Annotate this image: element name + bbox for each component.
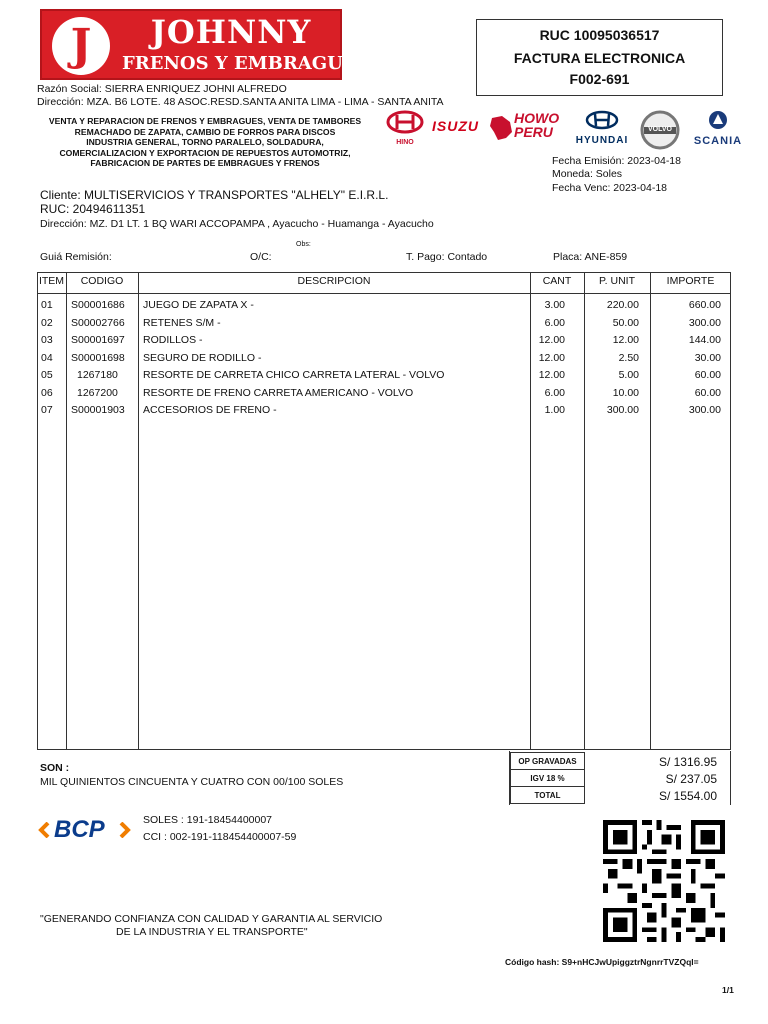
importe-cell: 300.00 [688, 316, 721, 329]
table-row [37, 369, 731, 387]
punit-cell: 220.00 [606, 299, 639, 311]
fecha-vencimiento: Fecha Venc: 2023-04-18 [552, 182, 667, 194]
placa: Placa: ANE-859 [553, 251, 628, 263]
importe-cell: 300.00 [688, 404, 721, 416]
isuzu-logo: ISUZU [432, 118, 479, 134]
total-value: S/ 1554.00 [658, 789, 717, 803]
company-logo [40, 9, 370, 80]
page-number: 1/1 [722, 985, 734, 995]
importe-cell: 660.00 [688, 299, 721, 311]
hino-logo [382, 110, 428, 146]
importe-cell: 144.00 [688, 334, 721, 346]
punit-cell: 10.00 [612, 386, 639, 399]
item-cell: 04 [41, 351, 53, 364]
table-row [37, 299, 731, 317]
descripcion-cell: SEGURO DE RODILLO - [143, 351, 262, 364]
punit-cell: 300.00 [606, 404, 639, 416]
hyundai-logo [572, 110, 632, 146]
cant-cell: 6.00 [544, 386, 565, 399]
company-address: Dirección: MZA. B6 LOTE. 48 ASOC.RESD.SANTA ANITA LIMA - LIMA - SANTA ANITA [37, 96, 444, 108]
scania-logo [686, 110, 750, 146]
item-cell: 01 [41, 299, 53, 311]
cant-cell: 12.00 [538, 351, 565, 364]
slogan-line-2: DE LA INDUSTRIA Y EL TRANSPORTE" [116, 926, 308, 938]
header-cant: CANT [542, 275, 572, 287]
header-importe: IMPORTE [666, 275, 715, 287]
account-cci: CCI : 002-191-118454400007-59 [143, 831, 297, 843]
table-row [37, 404, 731, 422]
igv-label: IGV 18 % [510, 769, 585, 787]
services-description [30, 116, 380, 169]
cant-cell: 6.00 [544, 316, 565, 329]
descripcion-cell: RESORTE DE CARRETA CHICO CARRETA LATERAL - VOLVO [143, 369, 445, 381]
igv-value: S/ 237.05 [665, 772, 717, 786]
importe-cell: 60.00 [694, 369, 721, 381]
logo-letter: J [70, 20, 92, 71]
ruc-number: RUC 10095036517 [539, 27, 660, 43]
descripcion-cell: RODILLOS - [143, 334, 203, 346]
bcp-label: BCP [54, 816, 105, 843]
howo-peru-logo [488, 110, 568, 144]
orden-compra: O/C: [250, 251, 272, 263]
item-cell: 05 [41, 369, 53, 381]
document-type: FACTURA ELECTRONICA [513, 50, 686, 66]
codigo-cell: S00001686 [71, 299, 125, 311]
invoice-number: F002-691 [569, 71, 630, 87]
table-header-divider [37, 293, 731, 294]
header-punit: P. UNIT [599, 275, 635, 287]
tipo-pago: T. Pago: Contado [406, 251, 488, 263]
service-line: REMACHADO DE ZAPATA, CAMBIO DE FORROS PARA DISCOS [74, 126, 336, 137]
cant-cell: 1.00 [544, 404, 565, 416]
volvo-label: VOLVO [648, 126, 672, 133]
logo-subtitle: FRENOS Y EMBRAGUES [122, 53, 370, 74]
hash-code: Código hash: S9+nHCJwUpiggztrNgnrrTVZQql= [505, 957, 699, 967]
logo-name: JOHNNY [150, 13, 312, 51]
cant-cell: 12.00 [538, 334, 565, 346]
client-address: Dirección: MZ. D1 LT. 1 BQ WARI ACCOPAMPA , Ayacucho - Huamanga - Ayacucho [40, 218, 434, 230]
codigo-cell: S00001697 [71, 334, 125, 346]
header-item: ITEM [38, 275, 65, 287]
razon-social: Razón Social: SIERRA ENRIQUEZ JOHNI ALFREDO [37, 83, 287, 95]
codigo-cell: 1267180 [77, 369, 118, 381]
slogan-line-1: "GENERANDO CONFIANZA CON CALIDAD Y GARANTIA AL SERVICIO [40, 913, 383, 925]
cant-cell: 3.00 [544, 299, 565, 311]
importe-cell: 60.00 [694, 386, 721, 399]
hyundai-emblem-icon [585, 110, 619, 130]
service-line: FABRICACION DE PARTES DE EMBRAGUES Y FRENOS [90, 158, 320, 169]
punit-cell: 2.50 [618, 351, 639, 364]
descripcion-cell: JUEGO DE ZAPATA X - [143, 299, 254, 311]
descripcion-cell: ACCESORIOS DE FRENO - [143, 404, 277, 416]
service-line: INDUSTRIA GENERAL, TORNO PARALELO, SOLDADURA, [86, 137, 324, 148]
cant-cell: 12.00 [538, 369, 565, 381]
service-line: COMERCIALIZACION Y EXPORTACION DE REPUESTOS AUTOMOTRIZ, [59, 147, 351, 158]
hino-label: HINO [396, 139, 414, 146]
hyundai-label: HYUNDAI [575, 135, 629, 146]
bcp-chevron-icon [116, 822, 132, 838]
son-label: SON : [40, 762, 70, 774]
obs-label: Obs: [296, 241, 311, 248]
punit-cell: 12.00 [612, 334, 639, 346]
punit-cell: 50.00 [612, 316, 639, 329]
volvo-logo [638, 110, 682, 150]
table-row [37, 387, 731, 405]
hino-emblem-icon [385, 110, 425, 134]
amount-in-words: MIL QUINIENTOS CINCUENTA Y CUATRO CON 00/100 SOLES [40, 776, 344, 788]
header-descripcion: DESCRIPCION [297, 275, 371, 287]
qr-code-icon [600, 820, 728, 942]
op-gravadas-value: S/ 1316.95 [658, 755, 717, 769]
importe-cell: 30.00 [694, 351, 721, 364]
scania-griffin-icon [705, 110, 731, 130]
peru-label: PERU [514, 124, 553, 140]
punit-cell: 5.00 [618, 369, 639, 381]
descripcion-cell: RETENES S/M - [143, 316, 221, 329]
codigo-cell: S00001903 [71, 404, 125, 416]
client-name: Cliente: MULTISERVICIOS Y TRANSPORTES "ALHELY" E.I.R.L. [40, 188, 389, 202]
item-cell: 07 [41, 404, 53, 416]
scania-label: SCANIA [693, 135, 743, 147]
service-line: VENTA Y REPARACION DE FRENOS Y EMBRAGUES, VENTA DE TAMBORES [48, 116, 362, 126]
total-label: TOTAL [510, 786, 585, 804]
moneda: Moneda: Soles [552, 168, 623, 180]
descripcion-cell: RESORTE DE FRENO CARRETA AMERICANO - VOLVO [143, 386, 414, 399]
totals-border [730, 751, 731, 805]
bcp-logo [38, 816, 134, 844]
table-row [37, 317, 731, 335]
bcp-chevron-icon [38, 822, 54, 838]
peru-map-icon [488, 116, 514, 140]
fecha-emision: Fecha Emisión: 2023-04-18 [552, 155, 681, 167]
client-ruc: RUC: 20494611351 [40, 202, 146, 216]
item-cell: 02 [41, 316, 53, 329]
header-codigo: CODIGO [80, 275, 124, 287]
item-cell: 06 [41, 386, 53, 399]
op-gravadas-label: OP GRAVADAS [510, 752, 585, 770]
codigo-cell: S00002766 [71, 316, 125, 329]
ruc-box [476, 19, 723, 96]
codigo-cell: 1267200 [77, 386, 118, 399]
table-row [37, 334, 731, 352]
howo-label: HOWO [514, 110, 560, 126]
account-soles: SOLES : 191-18454400007 [143, 814, 273, 826]
codigo-cell: S00001698 [71, 351, 125, 364]
table-row [37, 352, 731, 370]
guia-remision: Guiá Remisión: [40, 251, 112, 263]
item-cell: 03 [41, 334, 53, 346]
